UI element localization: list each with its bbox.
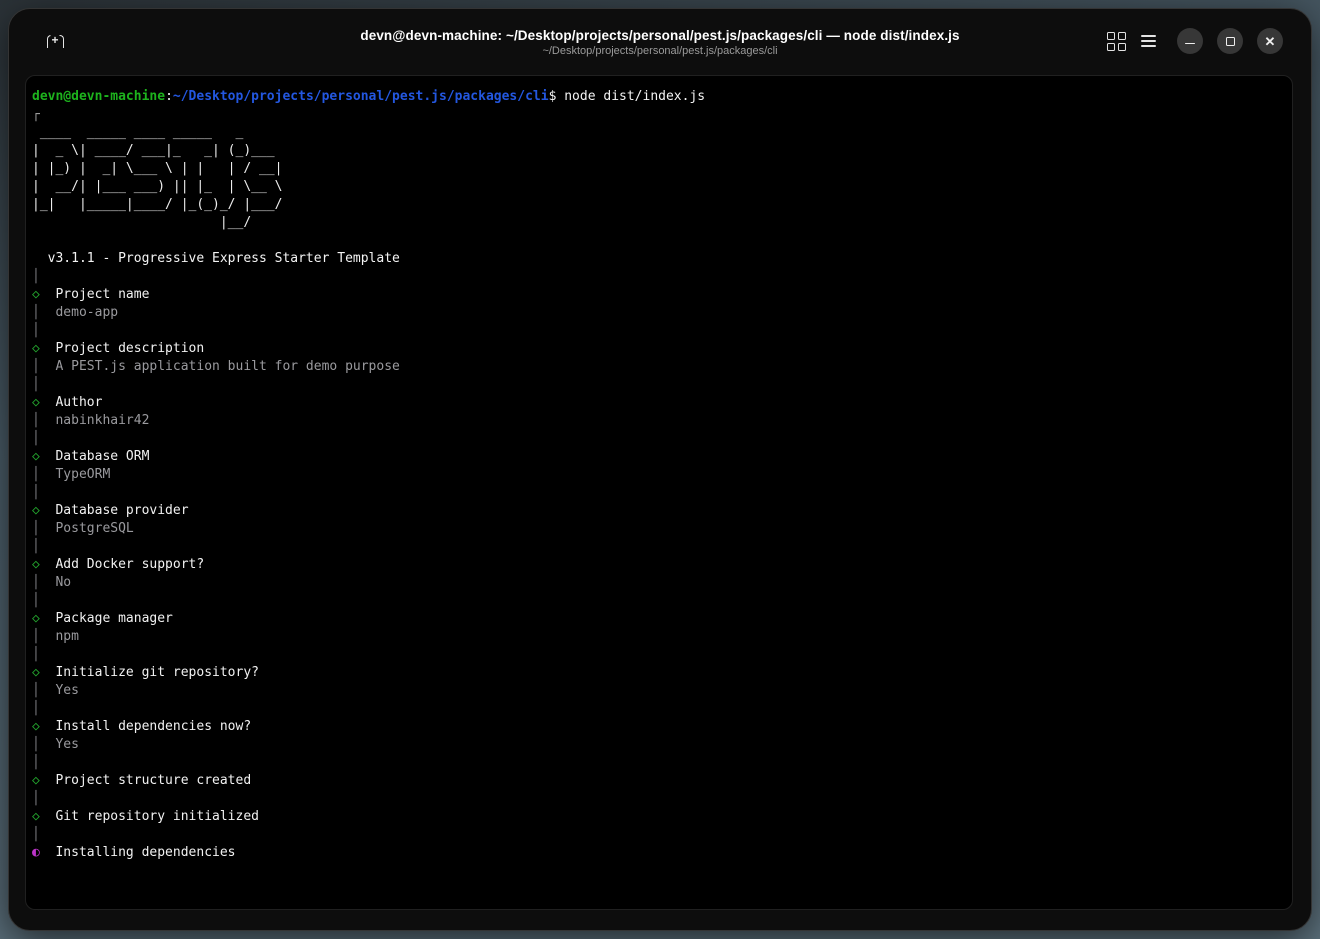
- ascii-art-text: | |_) | _| \___ \ | | | / __|: [32, 161, 283, 176]
- version-line: [32, 250, 1286, 268]
- ascii-art-line: [32, 214, 1286, 232]
- step-label-line: [32, 556, 1286, 574]
- diamond-icon: ◇: [32, 665, 40, 680]
- spinner-icon: ◐: [32, 845, 40, 860]
- bar-symbol: │: [32, 467, 40, 482]
- tabs-overview-button[interactable]: [1105, 30, 1127, 52]
- diamond-icon: ◇: [32, 809, 40, 824]
- close-icon: ✕: [1264, 33, 1276, 49]
- step-label-line: [32, 610, 1286, 628]
- ascii-art-text: | _ \| ____/ ___|_ _| (_)___: [32, 143, 275, 158]
- step-label: Database ORM: [39, 449, 150, 464]
- window-title: devn@devn-machine: ~/Desktop/projects/personal/pest.js/packages/cli — node dist/index.js: [360, 27, 960, 43]
- menu-icon: [1141, 40, 1156, 42]
- step-label-line: [32, 718, 1286, 736]
- step-bar-line: [32, 538, 1286, 556]
- window-subtitle: ~/Desktop/projects/personal/pest.js/packages/cli: [542, 45, 778, 58]
- ascii-art-text: ____ _____ ____ _____ _: [32, 125, 244, 140]
- step-bar-line: [32, 826, 1286, 844]
- prompt-separator: :: [165, 89, 173, 104]
- diamond-icon: ◇: [32, 503, 40, 518]
- prompt-user-host: devn@devn-machine: [32, 89, 166, 104]
- step-value: nabinkhair42: [39, 413, 150, 428]
- ascii-art-line: [32, 196, 1286, 214]
- bar-symbol: │: [32, 521, 40, 536]
- headerbar: [9, 9, 1311, 73]
- intro-line: [32, 106, 1286, 124]
- bar-symbol: │: [32, 485, 40, 500]
- step-value: Yes: [39, 737, 79, 752]
- diamond-icon: ◇: [32, 773, 40, 788]
- bar-symbol: │: [32, 575, 40, 590]
- bar-symbol: │: [32, 377, 40, 392]
- bar-symbol: │: [32, 755, 40, 770]
- bar-symbol: │: [32, 701, 40, 716]
- step-bar-line: [32, 700, 1286, 718]
- step-label-line: [32, 844, 1286, 862]
- menu-icon: [1141, 45, 1156, 47]
- step-label-line: [32, 394, 1286, 412]
- step-value: A PEST.js application built for demo purpose: [39, 359, 400, 374]
- step-label-line: [32, 664, 1286, 682]
- step-label: Project name: [39, 287, 150, 302]
- step-bar-line: [32, 376, 1286, 394]
- diamond-icon: ◇: [32, 395, 40, 410]
- tabs-grid-icon: [1118, 43, 1126, 51]
- step-value-line: [32, 412, 1286, 430]
- step-value: No: [39, 575, 72, 590]
- tabs-grid-icon: [1107, 32, 1115, 40]
- tabs-grid-icon: [1107, 43, 1115, 51]
- ascii-art-line: [32, 178, 1286, 196]
- bar-symbol: │: [32, 269, 40, 284]
- step-bar-line: [32, 484, 1286, 502]
- close-button[interactable]: [1257, 28, 1283, 54]
- step-value: TypeORM: [39, 467, 111, 482]
- step-label: Project description: [39, 341, 205, 356]
- step-bar-line: [32, 268, 1286, 286]
- terminal-screen[interactable]: [25, 75, 1293, 910]
- diamond-icon: ◇: [32, 449, 40, 464]
- step-value-line: [32, 358, 1286, 376]
- bar-symbol: │: [32, 593, 40, 608]
- step-label: Add Docker support?: [39, 557, 205, 572]
- ascii-art-text: |__/: [32, 215, 252, 230]
- diamond-icon: ◇: [32, 557, 40, 572]
- bar-symbol: │: [32, 413, 40, 428]
- new-tab-icon: [47, 35, 64, 48]
- step-value-line: [32, 628, 1286, 646]
- title-block: [360, 29, 959, 58]
- bar-symbol: │: [32, 539, 40, 554]
- step-label: Database provider: [39, 503, 189, 518]
- bar-symbol: │: [32, 629, 40, 644]
- step-bar-line: [32, 592, 1286, 610]
- maximize-icon: [1226, 37, 1235, 46]
- intro-corner-symbol: ┌: [32, 107, 40, 122]
- ascii-art-text: |_| |_____|____/ |_(_)_/ |___/: [32, 197, 283, 212]
- menu-icon: [1141, 35, 1156, 37]
- step-label: Git repository initialized: [39, 809, 259, 824]
- minimize-icon: [1185, 43, 1195, 45]
- bar-symbol: │: [32, 323, 40, 338]
- step-bar-line: [32, 754, 1286, 772]
- step-label: Author: [39, 395, 103, 410]
- bar-symbol: │: [32, 359, 40, 374]
- bar-symbol: │: [32, 305, 40, 320]
- version-text: v3.1.1 - Progressive Express Starter Template: [32, 251, 400, 266]
- minimize-button[interactable]: [1177, 28, 1203, 54]
- bar-symbol: │: [32, 827, 40, 842]
- bar-symbol: │: [32, 647, 40, 662]
- step-label-line: [32, 502, 1286, 520]
- blank: [32, 233, 40, 248]
- diamond-icon: ◇: [32, 287, 40, 302]
- step-label: Initialize git repository?: [39, 665, 259, 680]
- terminal-window: [8, 8, 1312, 931]
- step-label-line: [32, 286, 1286, 304]
- prompt-symbol: $: [548, 89, 565, 104]
- bar-symbol: │: [32, 683, 40, 698]
- step-label-line: [32, 340, 1286, 358]
- menu-button[interactable]: [1141, 30, 1163, 52]
- ascii-art-text: | __/| |___ ___) || |_ | \__ \: [32, 179, 283, 194]
- step-value-line: [32, 574, 1286, 592]
- bar-symbol: │: [32, 791, 40, 806]
- step-label-line: [32, 772, 1286, 790]
- step-bar-line: [32, 646, 1286, 664]
- bar-symbol: │: [32, 431, 40, 446]
- prompt-line: [32, 88, 1286, 106]
- new-tab-button[interactable]: [41, 27, 69, 55]
- diamond-icon: ◇: [32, 611, 40, 626]
- step-value-line: [32, 520, 1286, 538]
- diamond-icon: ◇: [32, 341, 40, 356]
- bar-symbol: │: [32, 737, 40, 752]
- step-value: PostgreSQL: [39, 521, 134, 536]
- ascii-art-line: [32, 160, 1286, 178]
- step-label: Install dependencies now?: [39, 719, 252, 734]
- step-bar-line: [32, 322, 1286, 340]
- maximize-button[interactable]: [1217, 28, 1243, 54]
- diamond-icon: ◇: [32, 719, 40, 734]
- step-value-line: [32, 466, 1286, 484]
- step-value-line: [32, 682, 1286, 700]
- window-controls: [1105, 28, 1283, 54]
- step-label-line: [32, 808, 1286, 826]
- step-value: Yes: [39, 683, 79, 698]
- prompt-path: ~/Desktop/projects/personal/pest.js/packages/cli: [172, 89, 549, 104]
- step-value: npm: [39, 629, 79, 644]
- tabs-grid-icon: [1118, 32, 1126, 40]
- step-label-line: [32, 448, 1286, 466]
- step-value-line: [32, 736, 1286, 754]
- step-bar-line: [32, 790, 1286, 808]
- prompt-command: node dist/index.js: [564, 89, 706, 104]
- ascii-art-line: [32, 124, 1286, 142]
- step-label: Installing dependencies: [39, 845, 236, 860]
- blank-line: [32, 232, 1286, 250]
- step-label: Project structure created: [39, 773, 252, 788]
- step-bar-line: [32, 430, 1286, 448]
- step-value-line: [32, 304, 1286, 322]
- step-value: demo-app: [39, 305, 119, 320]
- step-label: Package manager: [39, 611, 173, 626]
- ascii-art-line: [32, 142, 1286, 160]
